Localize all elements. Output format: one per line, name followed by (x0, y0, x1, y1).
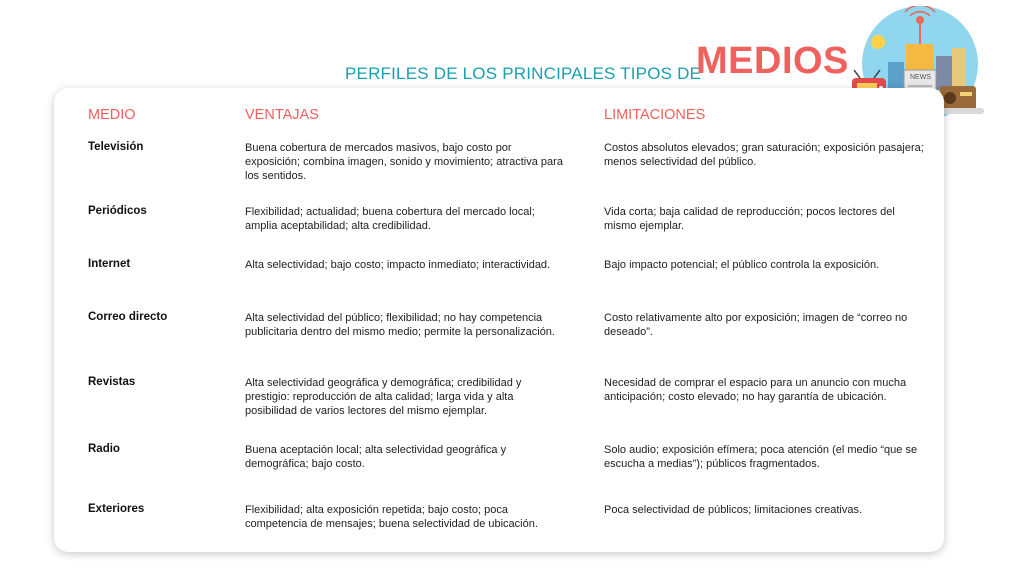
row-ventajas: Alta selectividad geográfica y demográfica; credibilidad y prestigio: reproducción de alta calidad; larga vida y alta posibilidad de varios lectores del mismo ejemplar. (245, 377, 522, 417)
row-limitaciones: Bajo impacto potencial; el público controla la exposición. (604, 259, 880, 271)
row-medio: Periódicos (88, 205, 147, 217)
row-ventajas: Buena aceptación local; alta selectividad geográfica y demográfica; bajo costo. (245, 444, 507, 470)
row-ventajas: Buena cobertura de mercados masivos, bajo costo por exposición; combina imagen, sonido y movimiento; atractiva para los sentidos. (245, 142, 563, 182)
header-medio: MEDIO (88, 107, 136, 123)
row-medio: Televisión (88, 141, 144, 153)
page-title: MEDIOS (696, 40, 849, 82)
media-table (54, 88, 944, 552)
row-ventajas: Alta selectividad del público; flexibilidad; no hay competencia publicitaria dentro del mismo medio; permite la personalización. (245, 312, 555, 338)
row-ventajas: Alta selectividad; bajo costo; impacto inmediato; interactividad. (245, 259, 551, 271)
header-limitaciones: LIMITACIONES (604, 107, 706, 123)
row-limitaciones: Costo relativamente alto por exposición; imagen de “correo no deseado”. (604, 312, 908, 338)
row-medio: Radio (88, 443, 120, 455)
header-ventajas: VENTAJAS (245, 107, 319, 123)
row-limitaciones: Solo audio; exposición efímera; poca atención (el medio “que se escucha a medias”); públicos fragmentados. (604, 444, 918, 470)
row-ventajas: Flexibilidad; actualidad; buena cobertura del mercado local; amplia aceptabilidad; alta credibilidad. (245, 206, 535, 232)
sun-icon (871, 35, 885, 49)
newspaper-label: NEWS (910, 74, 931, 81)
row-limitaciones: Vida corta; baja calidad de reproducción; pocos lectores del mismo ejemplar. (604, 206, 895, 232)
row-limitaciones: Necesidad de comprar el espacio para un anuncio con mucha anticipación; costo elevado; no hay garantía de ubicación. (604, 377, 907, 403)
row-medio: Correo directo (88, 311, 168, 323)
page-subtitle: PERFILES DE LOS PRINCIPALES TIPOS DE (345, 64, 702, 83)
row-limitaciones: Costos absolutos elevados; gran saturación; exposición pasajera; menos selectividad del público. (604, 142, 924, 168)
row-medio: Internet (88, 258, 131, 270)
row-medio: Revistas (88, 376, 136, 388)
row-limitaciones: Poca selectividad de públicos; limitaciones creativas. (604, 504, 863, 516)
row-ventajas: Flexibilidad; alta exposición repetida; bajo costo; poca competencia de mensajes; buena selectividad de ubicación. (245, 504, 538, 530)
antenna-icon (916, 16, 924, 24)
row-medio: Exteriores (88, 503, 145, 515)
